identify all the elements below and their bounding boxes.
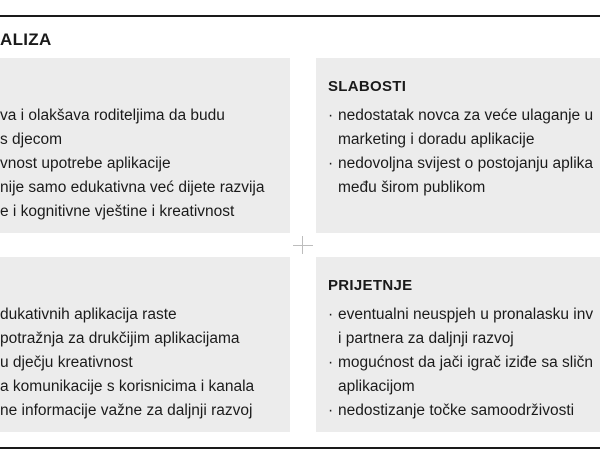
list-item: [0, 375, 254, 399]
quadrant-opportunities: [0, 257, 290, 432]
quadrant-heading: SLABOSTI: [328, 78, 407, 95]
list-item-text: s djecom: [0, 131, 63, 148]
quadrant-list: [0, 303, 254, 423]
page-title: ALIZA: [0, 30, 52, 49]
top-rule: [0, 15, 600, 17]
quadrant-heading: PRIJETNJE: [328, 277, 413, 294]
list-item-text: va i olakšava roditeljima da budu: [0, 107, 225, 124]
list-item-text: među širom publikom: [338, 179, 486, 196]
list-item: [328, 399, 593, 423]
list-item: [328, 303, 593, 351]
list-item-text: mogućnost da jači igrač iziđe sa sličn: [338, 354, 594, 371]
list-item-text: dukativnih aplikacija raste: [0, 306, 177, 323]
list-item-text: nedostizanje točke samoodrživosti: [338, 402, 575, 419]
bullet-dot: ·: [328, 107, 334, 124]
list-item-text: vnost upotrebe aplikacije: [0, 155, 171, 172]
list-item-text: a komunikacije s korisnicima i kanala: [0, 378, 255, 395]
list-item-text: eventualni neuspjeh u pronalasku inv: [338, 306, 594, 323]
list-item-text: marketing i doradu aplikacije: [338, 131, 535, 148]
list-item: [328, 104, 593, 152]
list-item: [0, 399, 254, 423]
list-item-text: e i kognitivne vještine i kreativnost: [0, 203, 235, 220]
list-item: [328, 152, 593, 200]
list-item-text: u dječju kreativnost: [0, 354, 133, 371]
list-item: [328, 351, 593, 399]
quadrant-threats: [316, 257, 600, 432]
list-item-text: i partnera za daljnji razvoj: [338, 330, 514, 347]
center-cross-horizontal: [293, 245, 313, 246]
bullet-dot: ·: [328, 354, 334, 371]
list-item-text: nedovoljna svijest o postojanju aplika: [338, 155, 594, 172]
bottom-rule: [0, 447, 600, 449]
list-item-text: potražnja za drukčijim aplikacijama: [0, 330, 240, 347]
list-item: [0, 327, 254, 351]
quadrant-list: [328, 303, 593, 423]
bullet-dot: ·: [328, 306, 334, 323]
list-item: [0, 303, 254, 327]
quadrant-list: [0, 104, 265, 224]
list-item-text: ne informacije važne za daljnji razvoj: [0, 402, 253, 419]
quadrant-list: [328, 104, 593, 200]
list-item: [0, 351, 254, 375]
quadrant-weaknesses: [316, 58, 600, 233]
bullet-dot: ·: [328, 155, 334, 172]
list-item-text: aplikacijom: [338, 378, 415, 395]
quadrant-strengths: [0, 58, 290, 233]
list-item-text: nije samo edukativna već dijete razvija: [0, 179, 265, 196]
list-item-text: nedostatak novca za veće ulaganje u: [338, 107, 594, 124]
list-item: [0, 104, 265, 152]
bullet-dot: ·: [328, 402, 334, 419]
list-item: [0, 152, 265, 176]
list-item: [0, 176, 265, 224]
